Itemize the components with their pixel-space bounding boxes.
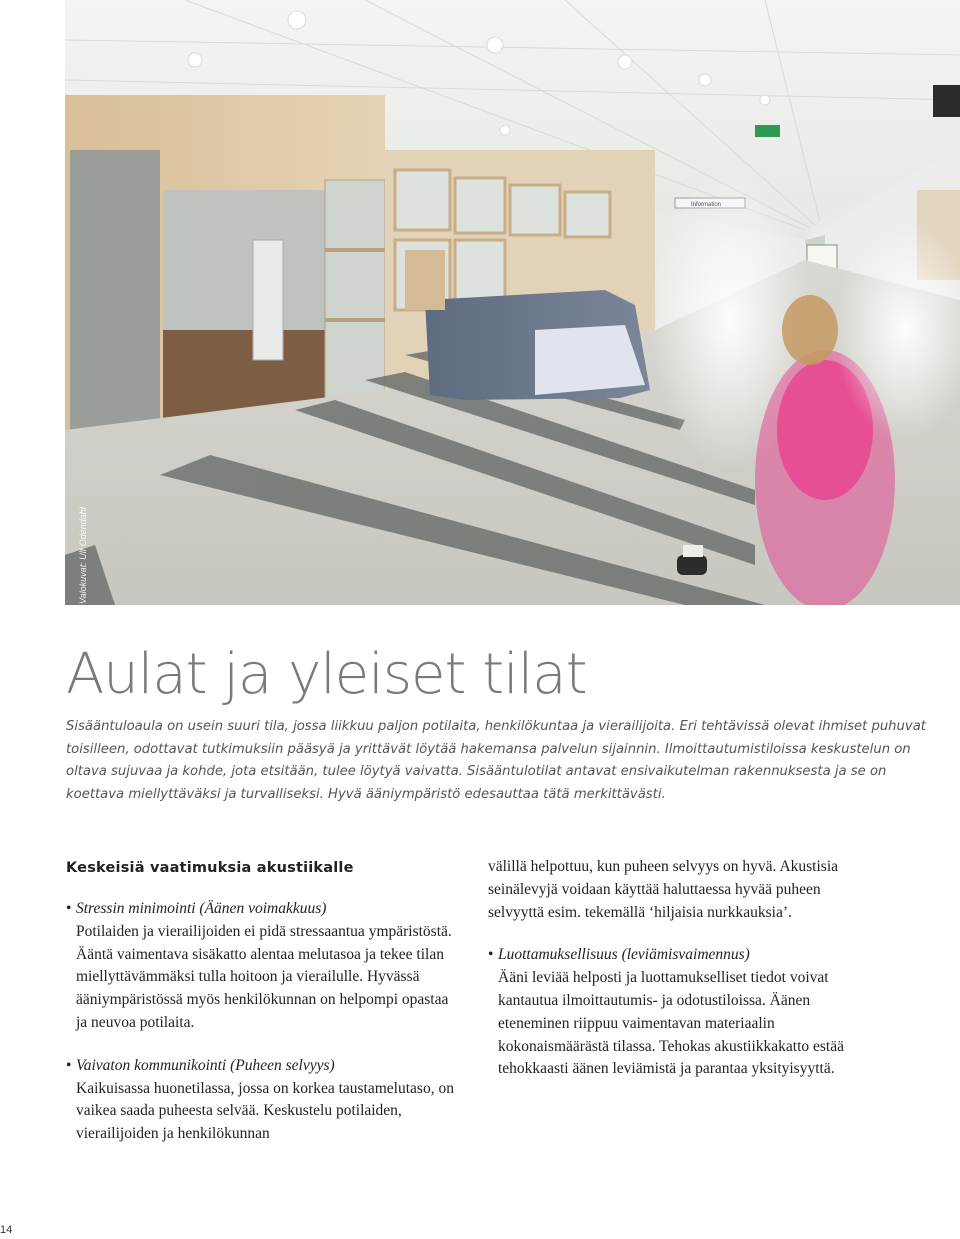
- requirement-title: Vaivaton kommunikointi (Puheen selvyys): [76, 1056, 335, 1074]
- requirement-title: Luottamuksellisuus (leviämisvaimennus): [498, 946, 750, 964]
- requirement-body: Ääni leviää helposti ja luottamukselliset tiedot voivat kantautua ilmoittautumis- ja odotustiloissa. Äänen eteneminen riippuu vaimentavan materiaalin kokonaismäärästä tilassa. Tehokas akustiikkakatto estää tehokkaasti äänen leviämistä ja parantaa yksityisyyttä.: [498, 969, 844, 1078]
- requirements-column-left: [66, 898, 456, 1146]
- hospital-lobby-photo: [65, 0, 960, 605]
- requirement-title: Stressin minimointi (Äänen voimakkuus): [76, 900, 327, 917]
- requirements-column-right: [488, 856, 863, 1081]
- bullet-icon: •: [488, 946, 494, 964]
- page-number: 14: [0, 1224, 13, 1236]
- page-title: Aulat ja yleiset tilat: [66, 642, 587, 707]
- requirement-item: [66, 1055, 456, 1146]
- requirements-heading: Keskeisiä vaatimuksia akustiikalle: [66, 860, 354, 876]
- requirement-item: [66, 898, 456, 1035]
- requirement-item: [488, 944, 863, 1081]
- requirement-body-continued: välillä helpottuu, kun puheen selvyys on hyvä. Akustisia seinälevyjä voidaan käyttää haluttaessa hyvää puheen selvyyttä esim. tekemällä ‘hiljaisia nurkkauksia’.: [488, 858, 838, 921]
- bullet-icon: •: [66, 900, 72, 917]
- bullet-icon: •: [66, 1056, 72, 1074]
- requirement-body: Potilaiden ja vierailijoiden ei pidä stressaantua ympäristöstä. Ääntä vaimentava sisäkatto alentaa melutasoa ja tekee tilan miellyttävämmäksi tulla hoitoon ja vierailulle. Hyvässä ääniympäristössä myös henkilökunnan on helpompi opastaa ja neuvoa potilaita.: [76, 922, 452, 1031]
- intro-paragraph: Sisääntuloaula on usein suuri tila, jossa liikkuu paljon potilaita, henkilökuntaa ja vierailijoita. Eri tehtävissä olevat ihmiset puhuvat toisilleen, odottavat tutkimuksiin pääsyä ja yrittävät löytää hakemansa palvelun sijainnin. Ilmoittautumistiloissa keskustelun on oltava sujuvaa ja kohde, jota etsitään, tulee löytyä vaivatta. Sisääntulotilat antavat ensivaikutelman rakennuksesta ja se on koettava miellyttäväksi ja turvalliseksi. Hyvä ääniympäristö edesauttaa tätä merkittävästi.: [66, 719, 926, 802]
- photo-credit: Valokuvat: Ulf Odendahl: [78, 507, 88, 604]
- requirement-body: Kaikuisassa huonetilassa, jossa on korkea taustamelutaso, on vaikea saada puheesta selvää. Keskustelu potilaiden, vierailijoiden ja henkilökunnan: [76, 1079, 454, 1143]
